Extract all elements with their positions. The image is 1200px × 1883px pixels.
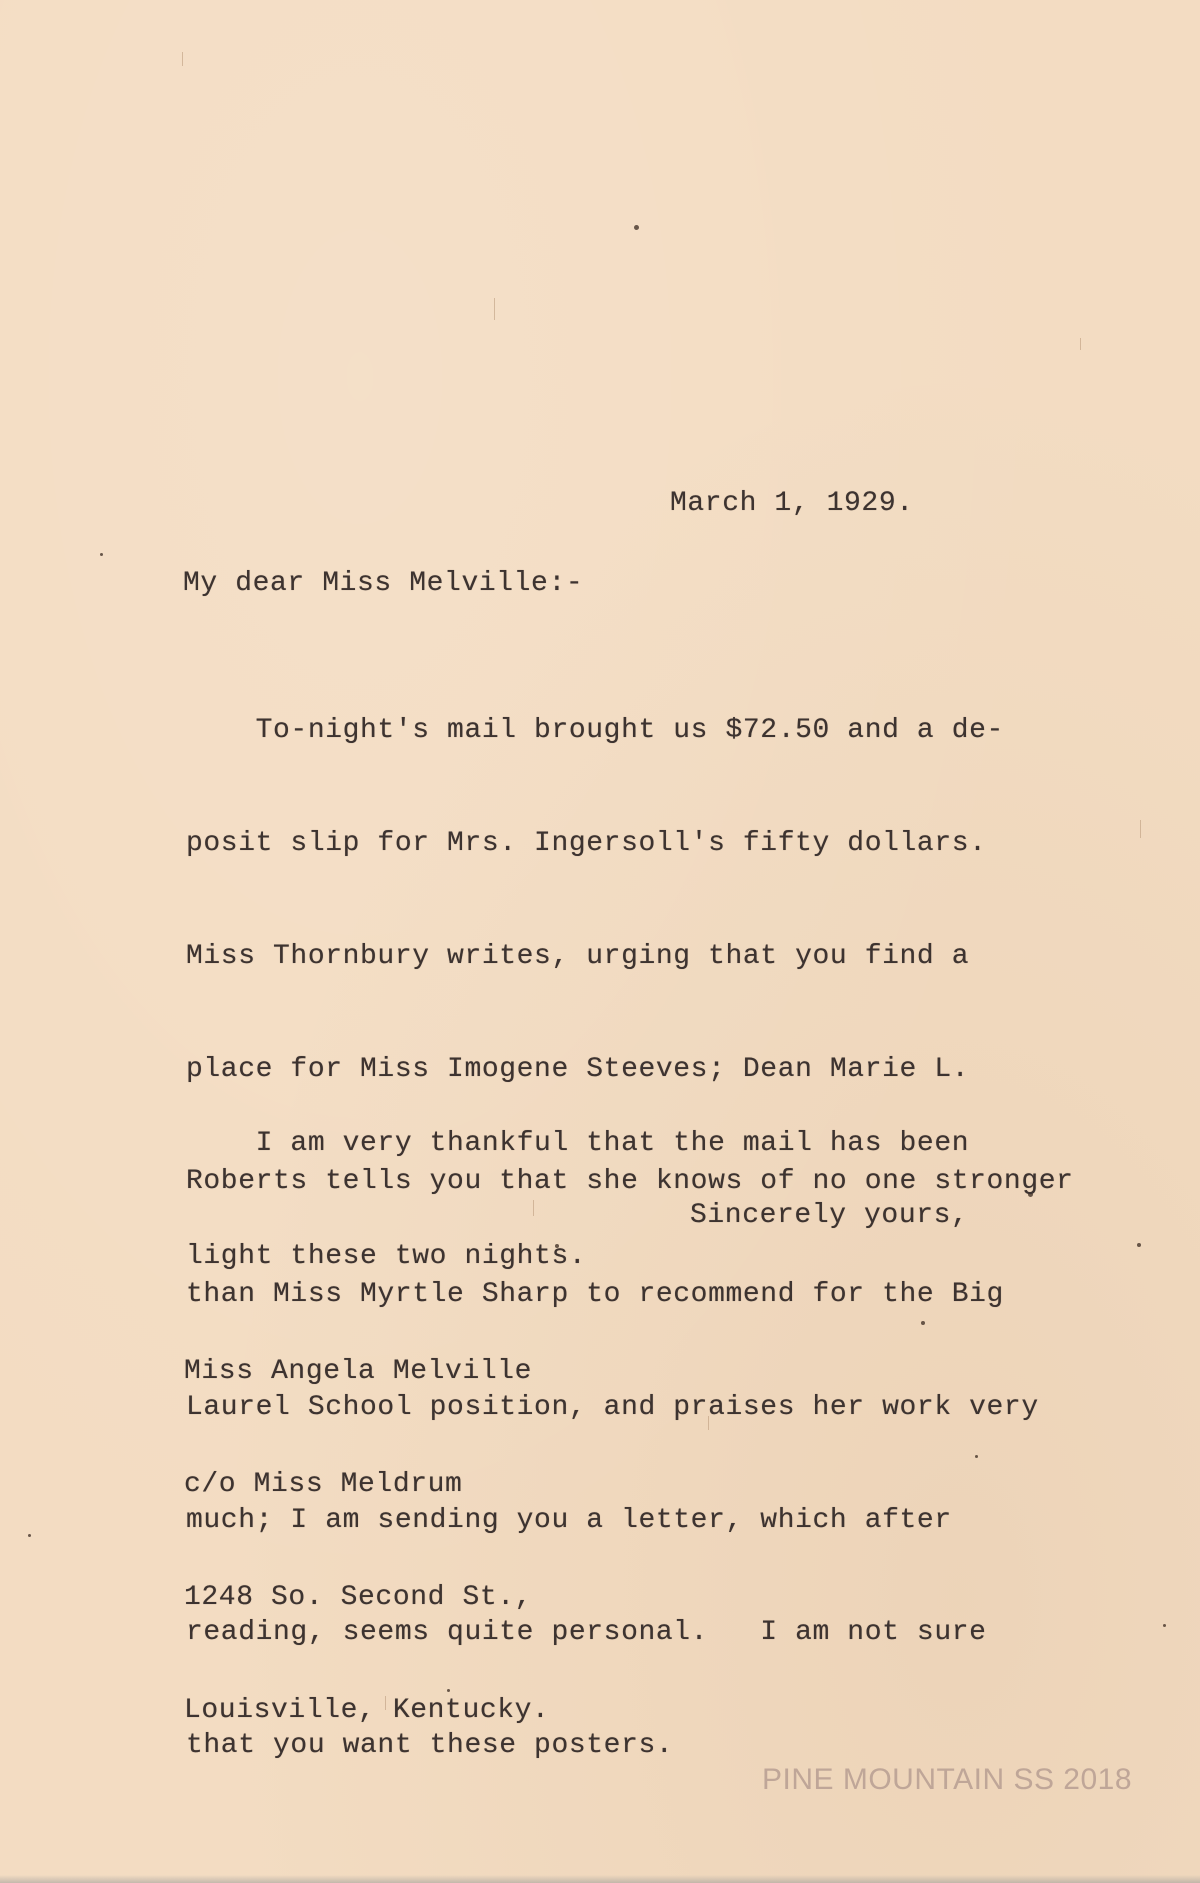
body-line: I am very thankful that the mail has been [186,1128,970,1160]
body-line: To-night's mail brought us $72.50 and a de- [186,715,1004,747]
scan-edge [0,1875,1200,1883]
body-line: place for Miss Imogene Steeves; Dean Marie L. [186,1053,970,1085]
paper-speck [1163,1624,1166,1627]
address-line: Louisville, Kentucky. [184,1694,550,1726]
address-line: 1248 So. Second St., [184,1581,533,1613]
letter-closing: Sincerely yours, [690,1200,969,1231]
body-line: Roberts tells you that she knows of no one stronger [186,1166,1074,1198]
paper-speck [100,553,103,556]
paper-speck [634,225,639,230]
paper-speck [28,1534,31,1537]
body-line: reading, seems quite personal. I am not sure [186,1617,987,1649]
address-line: Miss Angela Melville [184,1356,533,1388]
paper-fiber [1080,338,1081,350]
paper-speck [1137,1243,1141,1247]
address-line: c/o Miss Meldrum [184,1468,463,1500]
body-line: much; I am sending you a letter, which after [186,1504,952,1536]
body-line: posit slip for Mrs. Ingersoll's fifty dollars. [186,827,987,859]
body-line: that you want these posters. [186,1730,674,1762]
recipient-address [184,1278,549,1804]
paper-fiber [494,298,495,320]
body-line: Laurel School position, and praises her work very [186,1391,1039,1423]
paper-fiber [182,52,183,66]
letter-salutation: My dear Miss Melville:- [183,568,584,599]
paper-fiber [1140,820,1141,838]
body-line: light these two nights. [186,1240,587,1272]
body-line: than Miss Myrtle Sharp to recommend for the Big [186,1279,1004,1311]
body-line: Miss Thornbury writes, urging that you find a [186,940,970,972]
letter-date: March 1, 1929. [670,488,914,519]
watermark: PINE MOUNTAIN SS 2018 [762,1763,1133,1796]
